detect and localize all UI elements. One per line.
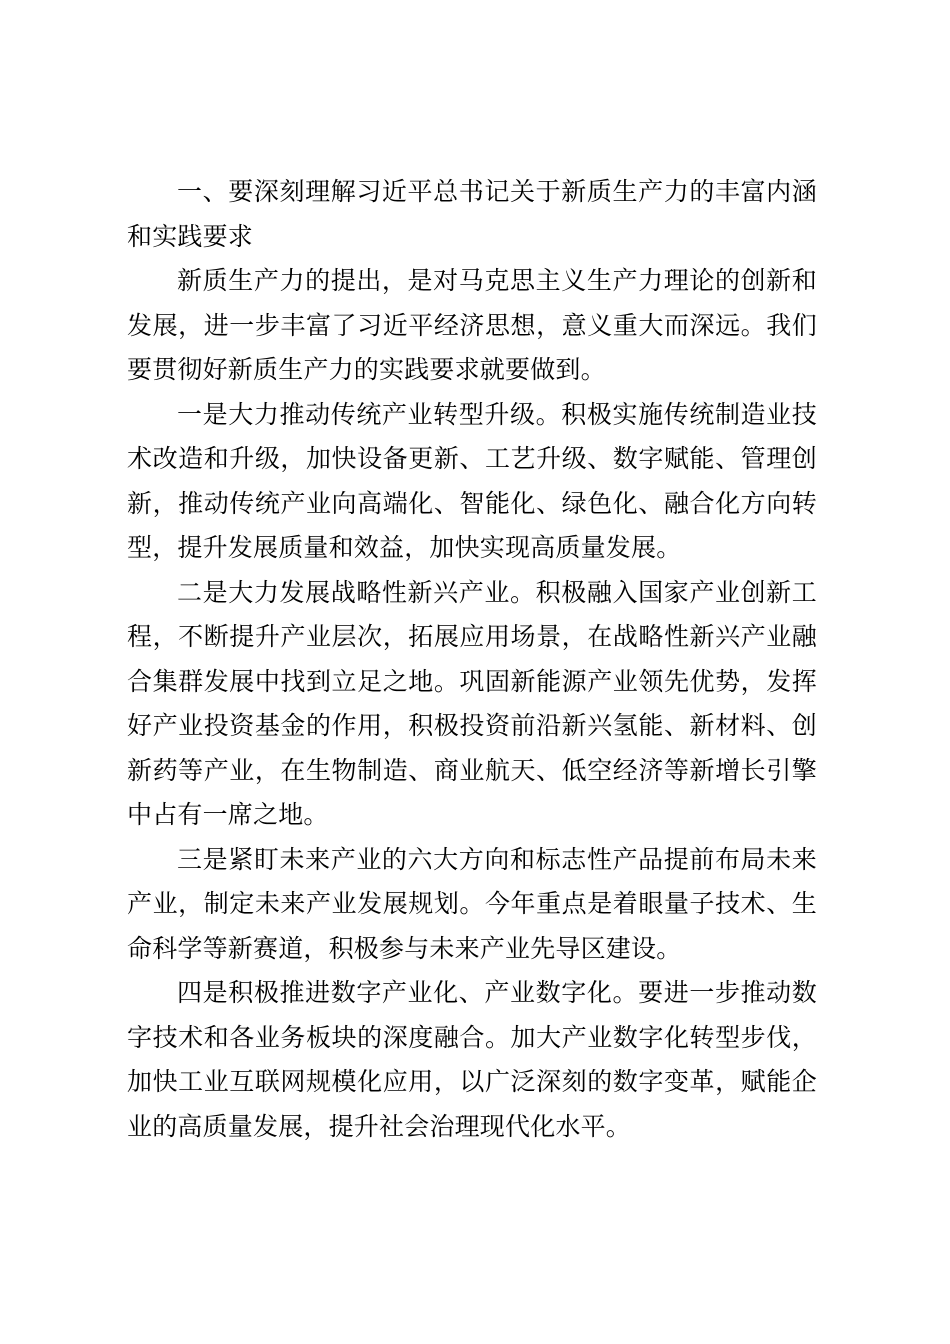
paragraph-point-1: 一是大力推动传统产业转型升级。积极实施传统制造业技术改造和升级，加快设备更新、工艺升级、数字赋能、管理创新，推动传统产业向高端化、智能化、绿色化、融合化方向转型，提升发展质量和效益，加快实现高质量发展。 [127,399,817,562]
paragraph-intro: 新质生产力的提出，是对马克思主义生产力理论的创新和发展，进一步丰富了习近平经济思想，意义重大而深远。我们要贯彻好新质生产力的实践要求就要做到。 [127,266,817,384]
document-page [127,170,817,1149]
paragraph-point-3: 三是紧盯未来产业的六大方向和标志性产品提前布局未来产业，制定未来产业发展规划。今年重点是着眼量子技术、生命科学等新赛道，积极参与未来产业先导区建设。 [127,844,817,963]
paragraph-point-4: 四是积极推进数字产业化、产业数字化。要进一步推动数字技术和各业务板块的深度融合。加大产业数字化转型步伐，加快工业互联网规模化应用，以广泛深刻的数字变革，赋能企业的高质量发展，提升社会治理现代化水平。 [127,978,817,1141]
section-heading: 一、要深刻理解习近平总书记关于新质生产力的丰富内涵和实践要求 [127,177,817,251]
paragraph-point-2: 二是大力发展战略性新兴产业。积极融入国家产业创新工程，不断提升产业层次，拓展应用场景，在战略性新兴产业融合集群发展中找到立足之地。巩固新能源产业领先优势，发挥好产业投资基金的作用，积极投资前沿新兴氢能、新材料、创新药等产业，在生物制造、商业航天、低空经济等新增长引擎中占有一席之地。 [127,577,817,829]
